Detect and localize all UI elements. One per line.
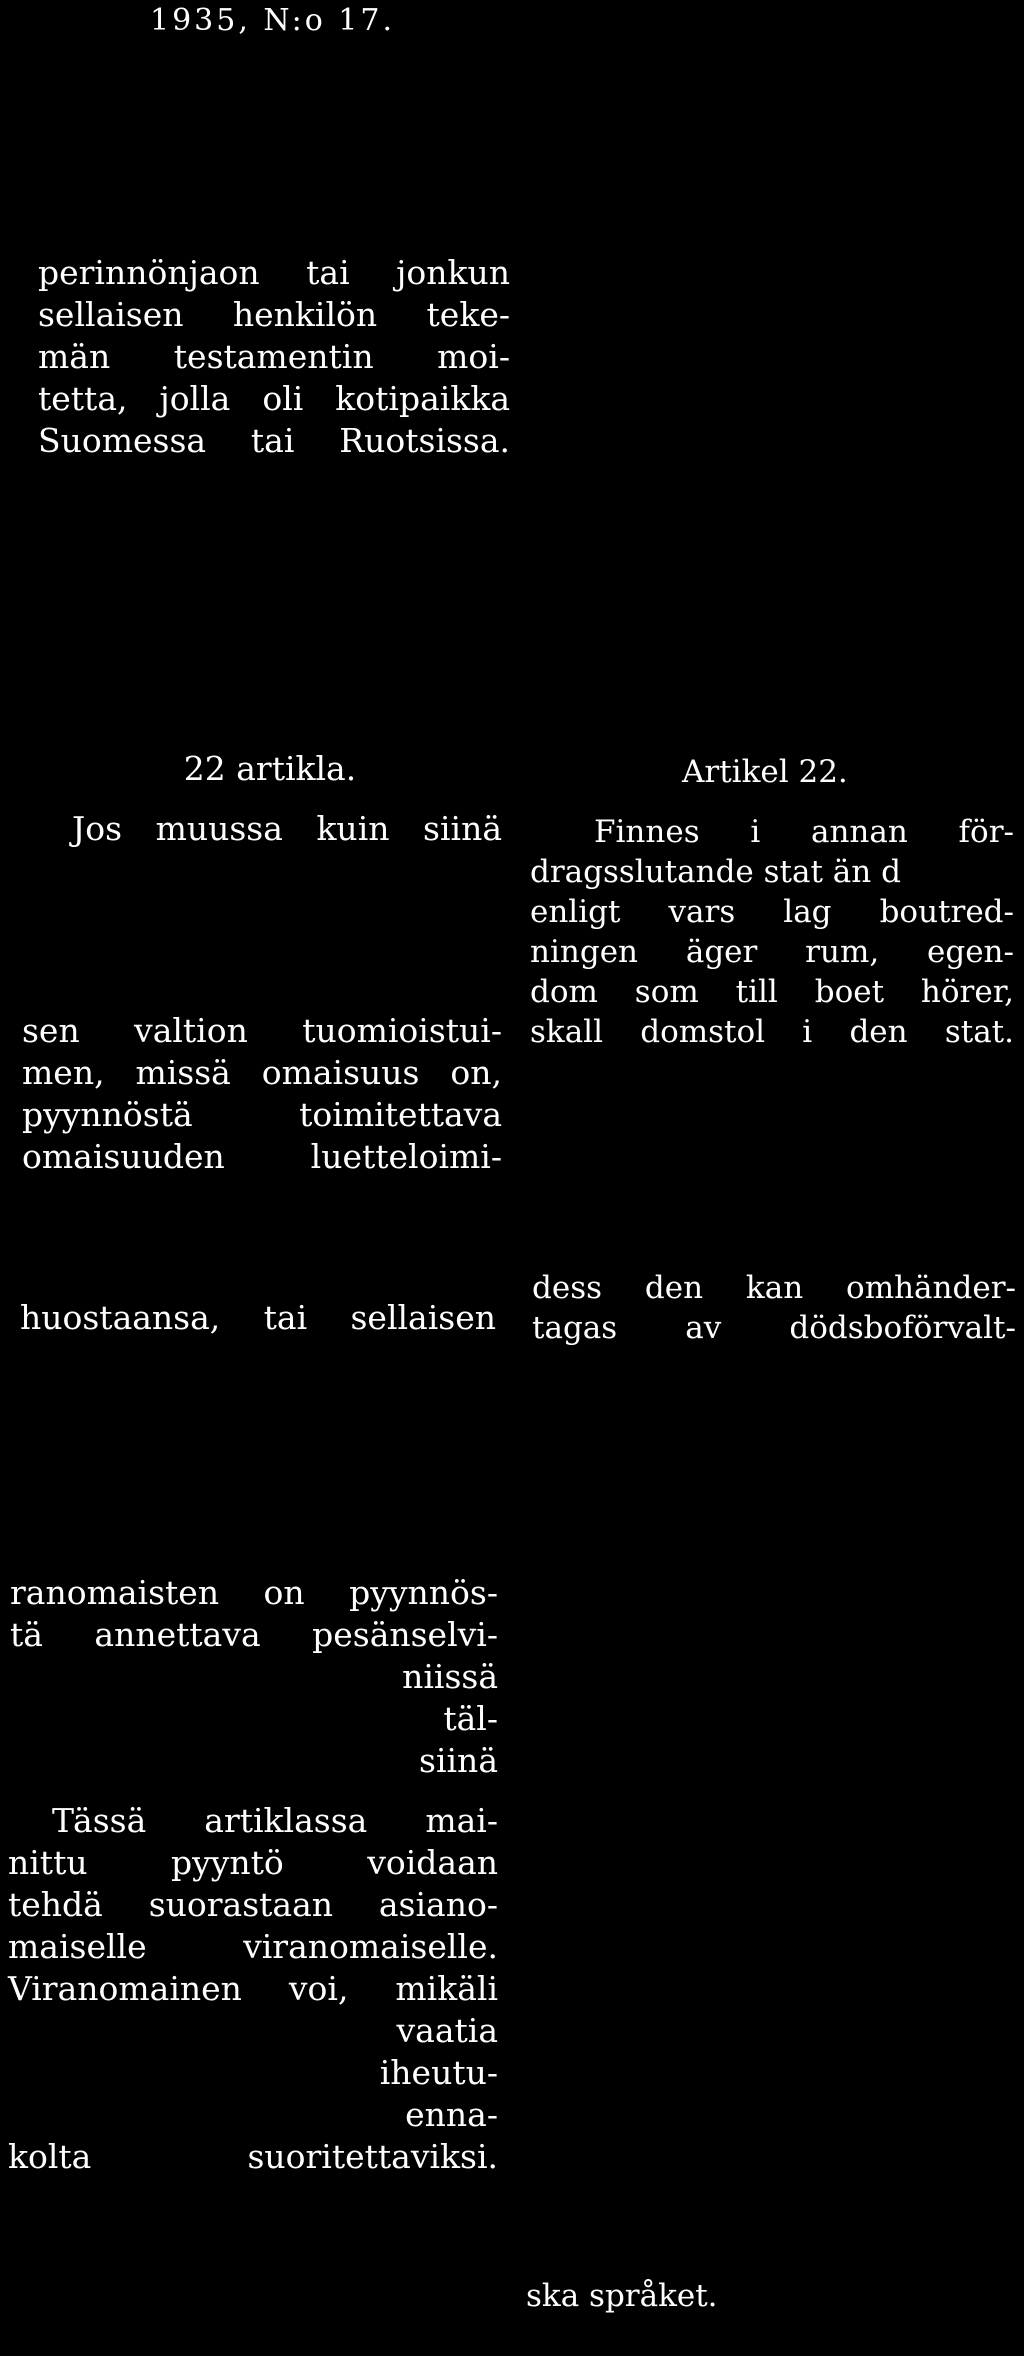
- text-line: iheutu-: [379, 2053, 498, 2092]
- text-line: sellaisen henkilön teke-: [38, 295, 510, 334]
- fi-paragraph-3: [20, 1297, 496, 1339]
- sv-article-heading: [682, 752, 922, 792]
- text-line: dess den kan omhänder-: [532, 1270, 1016, 1306]
- fi-article-first-line: [72, 808, 502, 850]
- text-line: siinä: [419, 1741, 498, 1780]
- text-line: Jos muussa kuin siinä: [72, 809, 502, 848]
- text-line: perinnönjaon tai jonkun: [38, 253, 510, 292]
- text-line: ska språket.: [526, 2278, 718, 2314]
- fi-paragraph-4: [10, 1572, 498, 1782]
- page-header: [150, 0, 450, 42]
- text-line: ranomaisten on pyynnös-: [10, 1573, 498, 1612]
- text-line: Tässä artiklassa mai-: [52, 1801, 498, 1840]
- fi-paragraph-1: [38, 252, 510, 462]
- text-line: huostaansa, tai sellaisen: [20, 1298, 496, 1337]
- text-line: men, missä omaisuus on,: [22, 1053, 502, 1092]
- text-line: män testamentin moi-: [38, 337, 510, 376]
- text-line: tetta, jolla oli kotipaikka: [38, 379, 510, 418]
- article-heading: Artikel 22.: [682, 754, 848, 790]
- text-line: dom som till boet hörer,: [530, 974, 1014, 1010]
- text-line: vaatia: [396, 2011, 498, 2050]
- text-line: dragsslutande stat än d: [530, 854, 901, 890]
- text-line: Viranomainen voi, mikäli: [8, 1969, 498, 2008]
- text-line: Finnes i annan för-: [594, 814, 1014, 850]
- text-line: ningen äger rum, egen-: [530, 934, 1014, 970]
- text-line: skall domstol i den stat.: [530, 1014, 1014, 1050]
- sv-paragraph-3: [526, 2276, 826, 2316]
- fi-article-heading: [120, 748, 420, 790]
- text-line: täl-: [443, 1699, 498, 1738]
- text-line: sen valtion tuomioistui-: [22, 1011, 502, 1050]
- text-line: enligt vars lag boutred-: [530, 894, 1014, 930]
- text-line: nittu pyyntö voidaan: [8, 1843, 498, 1882]
- text-line: maiselle viranomaiselle.: [8, 1927, 498, 1966]
- text-line: niissä: [402, 1657, 498, 1696]
- text-line: tehdä suorastaan asiano-: [8, 1885, 498, 1924]
- fi-paragraph-2: [22, 1010, 502, 1178]
- text-line: [8, 2136, 498, 2178]
- text-line: omaisuuden luetteloimi-: [22, 1137, 502, 1176]
- text-line: Suomessa tai Ruotsissa.: [38, 421, 510, 460]
- text-line: tagas av dödsboförvalt-: [532, 1310, 1016, 1346]
- article-heading: 22 artikla.: [183, 749, 357, 788]
- text-line: pyynnöstä toimitettava: [22, 1095, 502, 1134]
- text-line: enna-: [405, 2095, 498, 2134]
- sv-paragraph-2: [532, 1268, 1016, 1348]
- text-fragment: kolta: [8, 2137, 92, 2176]
- text-fragment: suoritettaviksi.: [247, 2137, 498, 2176]
- sv-paragraph-1: [530, 812, 1014, 1052]
- page-reference: 1935, N:o 17.: [150, 3, 396, 38]
- fi-paragraph-5: [8, 1800, 498, 2178]
- text-line: tä annettava pesänselvi-: [10, 1615, 498, 1654]
